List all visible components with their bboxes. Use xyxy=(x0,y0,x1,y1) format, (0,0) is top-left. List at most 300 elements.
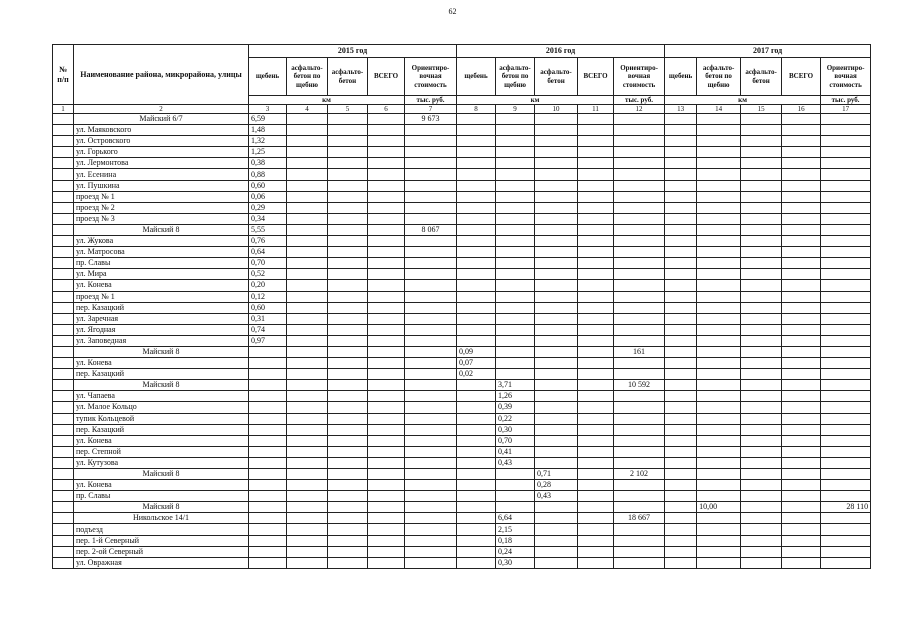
length-cell xyxy=(782,535,821,546)
cost-cell xyxy=(405,524,457,535)
length-cell xyxy=(535,402,578,413)
unit-rub: тыс. руб. xyxy=(405,96,457,105)
length-cell xyxy=(697,535,741,546)
length-cell xyxy=(249,435,287,446)
length-cell xyxy=(782,269,821,280)
cost-cell xyxy=(405,513,457,524)
length-cell xyxy=(741,125,782,136)
length-cell xyxy=(287,369,328,380)
length-cell xyxy=(782,502,821,513)
length-cell xyxy=(782,114,821,125)
length-cell xyxy=(665,180,697,191)
length-cell xyxy=(578,169,614,180)
table-row xyxy=(53,435,871,446)
length-cell xyxy=(535,424,578,435)
length-cell xyxy=(782,202,821,213)
length-cell xyxy=(578,469,614,480)
cost-cell xyxy=(614,313,665,324)
street-name: ул. Конева xyxy=(74,480,249,491)
cost-cell xyxy=(614,180,665,191)
length-cell xyxy=(741,224,782,235)
length-cell xyxy=(328,424,368,435)
group-name: Никольское 14/1 xyxy=(74,513,249,524)
row-number-cell xyxy=(53,247,74,258)
length-cell xyxy=(665,469,697,480)
cost-cell xyxy=(405,346,457,357)
length-cell xyxy=(287,180,328,191)
street-name: ул. Заповедная xyxy=(74,335,249,346)
length-cell xyxy=(697,524,741,535)
length-cell: 0,28 xyxy=(535,480,578,491)
table-row xyxy=(53,557,871,568)
length-cell xyxy=(368,202,405,213)
row-number-cell xyxy=(53,557,74,568)
row-number-cell xyxy=(53,158,74,169)
street-name: проезд № 1 xyxy=(74,291,249,302)
year-header-row xyxy=(53,45,871,58)
length-cell xyxy=(697,402,741,413)
length-cell xyxy=(782,369,821,380)
length-cell xyxy=(697,557,741,568)
sub-header: асфальто-бетон xyxy=(741,58,782,96)
length-cell xyxy=(697,313,741,324)
length-cell xyxy=(368,125,405,136)
length-cell xyxy=(328,457,368,468)
cost-cell xyxy=(614,491,665,502)
length-cell xyxy=(535,169,578,180)
length-cell xyxy=(287,291,328,302)
row-number-cell xyxy=(53,457,74,468)
cost-cell xyxy=(614,247,665,258)
length-cell xyxy=(741,302,782,313)
table-row xyxy=(53,147,871,158)
length-cell xyxy=(697,469,741,480)
length-cell xyxy=(665,125,697,136)
length-cell xyxy=(328,247,368,258)
length-cell xyxy=(535,302,578,313)
cost-cell xyxy=(614,302,665,313)
length-cell xyxy=(249,346,287,357)
cost-cell: 28 110 xyxy=(821,502,871,513)
cost-cell xyxy=(614,258,665,269)
cost-cell xyxy=(614,202,665,213)
row-number-cell xyxy=(53,180,74,191)
length-cell xyxy=(368,291,405,302)
length-cell xyxy=(287,169,328,180)
length-cell xyxy=(665,380,697,391)
length-cell: 0,70 xyxy=(249,258,287,269)
length-cell xyxy=(665,191,697,202)
length-cell xyxy=(782,213,821,224)
length-cell xyxy=(782,180,821,191)
cost-cell xyxy=(405,158,457,169)
length-cell xyxy=(249,491,287,502)
length-cell xyxy=(578,202,614,213)
length-cell xyxy=(697,269,741,280)
length-cell: 1,32 xyxy=(249,136,287,147)
row-number-cell xyxy=(53,469,74,480)
cost-cell xyxy=(614,424,665,435)
length-cell xyxy=(249,546,287,557)
length-cell xyxy=(665,369,697,380)
table-row xyxy=(53,191,871,202)
length-cell xyxy=(782,402,821,413)
sub-header: щебень xyxy=(249,58,287,96)
column-number: 8 xyxy=(457,105,496,114)
cost-cell xyxy=(821,125,871,136)
length-cell xyxy=(249,380,287,391)
length-cell xyxy=(665,269,697,280)
length-cell xyxy=(368,247,405,258)
length-cell xyxy=(496,324,535,335)
cost-cell xyxy=(405,302,457,313)
length-cell xyxy=(578,546,614,557)
col-number-header: № п/п xyxy=(53,45,74,105)
length-cell: 0,64 xyxy=(249,247,287,258)
cost-cell xyxy=(614,480,665,491)
street-name: ул. Маяковского xyxy=(74,125,249,136)
length-cell xyxy=(368,491,405,502)
unit-km: км xyxy=(457,96,614,105)
cost-cell xyxy=(821,380,871,391)
sub-header: Ориентиро-вочная стоимость xyxy=(405,58,457,96)
length-cell xyxy=(457,469,496,480)
row-number-cell xyxy=(53,346,74,357)
length-cell xyxy=(697,224,741,235)
length-cell xyxy=(496,469,535,480)
row-number-cell xyxy=(53,169,74,180)
table-row xyxy=(53,180,871,191)
length-cell: 10,00 xyxy=(697,502,741,513)
street-name: ул. Матросова xyxy=(74,247,249,258)
length-cell xyxy=(287,224,328,235)
cost-cell xyxy=(405,269,457,280)
length-cell xyxy=(741,391,782,402)
cost-cell xyxy=(821,446,871,457)
cost-cell xyxy=(405,213,457,224)
length-cell xyxy=(457,491,496,502)
length-cell xyxy=(496,202,535,213)
cost-cell xyxy=(405,247,457,258)
length-cell xyxy=(782,291,821,302)
table-row xyxy=(53,446,871,457)
length-cell xyxy=(368,180,405,191)
length-cell xyxy=(457,213,496,224)
cost-cell xyxy=(821,313,871,324)
column-number: 6 xyxy=(368,105,405,114)
length-cell xyxy=(697,457,741,468)
length-cell xyxy=(496,502,535,513)
cost-cell xyxy=(821,280,871,291)
street-name: проезд № 2 xyxy=(74,202,249,213)
cost-cell xyxy=(821,480,871,491)
length-cell xyxy=(496,158,535,169)
length-cell xyxy=(457,291,496,302)
cost-cell xyxy=(821,391,871,402)
length-cell xyxy=(697,369,741,380)
length-cell xyxy=(741,202,782,213)
row-number-cell xyxy=(53,513,74,524)
cost-cell xyxy=(614,557,665,568)
length-cell xyxy=(665,224,697,235)
length-cell xyxy=(741,457,782,468)
length-cell xyxy=(741,191,782,202)
street-name: ул. Островского xyxy=(74,136,249,147)
column-number: 7 xyxy=(405,105,457,114)
table-row xyxy=(53,424,871,435)
column-number: 16 xyxy=(782,105,821,114)
cost-cell xyxy=(821,202,871,213)
length-cell xyxy=(697,358,741,369)
cost-cell xyxy=(614,546,665,557)
cost-cell xyxy=(614,280,665,291)
table-row xyxy=(53,247,871,258)
length-cell xyxy=(665,546,697,557)
cost-cell: 161 xyxy=(614,346,665,357)
length-cell xyxy=(328,469,368,480)
length-cell xyxy=(741,346,782,357)
length-cell xyxy=(535,413,578,424)
length-cell xyxy=(368,469,405,480)
cost-cell xyxy=(405,535,457,546)
street-name: ул. Есенина xyxy=(74,169,249,180)
length-cell xyxy=(535,236,578,247)
row-number-cell xyxy=(53,136,74,147)
length-cell xyxy=(287,546,328,557)
street-name: пер. Казацкий xyxy=(74,302,249,313)
year-header: 2015 год xyxy=(249,45,457,58)
unit-km: км xyxy=(249,96,405,105)
row-number-cell xyxy=(53,324,74,335)
column-number: 13 xyxy=(665,105,697,114)
length-cell: 0,71 xyxy=(535,469,578,480)
group-row xyxy=(53,380,871,391)
length-cell xyxy=(287,114,328,125)
length-cell xyxy=(697,180,741,191)
length-cell: 0,30 xyxy=(496,424,535,435)
length-cell xyxy=(697,513,741,524)
length-cell xyxy=(782,557,821,568)
cost-cell xyxy=(614,213,665,224)
length-cell xyxy=(578,480,614,491)
cost-cell xyxy=(821,413,871,424)
length-cell xyxy=(287,524,328,535)
length-cell: 3,71 xyxy=(496,380,535,391)
length-cell xyxy=(287,380,328,391)
row-number-cell xyxy=(53,313,74,324)
street-name: ул. Мира xyxy=(74,269,249,280)
year-header: 2017 год xyxy=(665,45,871,58)
cost-cell xyxy=(405,169,457,180)
cost-cell xyxy=(614,147,665,158)
length-cell xyxy=(782,335,821,346)
length-cell xyxy=(368,446,405,457)
length-cell xyxy=(496,335,535,346)
length-cell xyxy=(535,502,578,513)
sub-header: Ориентиро-вочная стоимость xyxy=(614,58,665,96)
length-cell xyxy=(782,480,821,491)
length-cell xyxy=(697,413,741,424)
length-cell: 0,39 xyxy=(496,402,535,413)
table-row xyxy=(53,213,871,224)
length-cell xyxy=(328,346,368,357)
sub-header: щебень xyxy=(665,58,697,96)
unit-km: км xyxy=(665,96,821,105)
cost-cell xyxy=(821,435,871,446)
group-name: Майский 6/7 xyxy=(74,114,249,125)
length-cell xyxy=(496,136,535,147)
column-number: 15 xyxy=(741,105,782,114)
length-cell xyxy=(697,280,741,291)
cost-cell xyxy=(821,291,871,302)
cost-cell xyxy=(405,202,457,213)
group-name: Майский 8 xyxy=(74,380,249,391)
length-cell xyxy=(665,247,697,258)
cost-cell xyxy=(405,280,457,291)
cost-cell xyxy=(405,136,457,147)
table-row xyxy=(53,335,871,346)
group-row xyxy=(53,513,871,524)
cost-cell xyxy=(405,313,457,324)
length-cell: 1,26 xyxy=(496,391,535,402)
length-cell xyxy=(535,213,578,224)
street-name: ул. Лермонтова xyxy=(74,158,249,169)
cost-cell xyxy=(405,258,457,269)
length-cell xyxy=(287,191,328,202)
length-cell xyxy=(457,457,496,468)
group-name: Майский 8 xyxy=(74,346,249,357)
row-number-cell xyxy=(53,335,74,346)
length-cell xyxy=(741,369,782,380)
row-number-cell xyxy=(53,114,74,125)
length-cell xyxy=(578,224,614,235)
length-cell xyxy=(665,391,697,402)
length-cell xyxy=(697,480,741,491)
column-number: 2 xyxy=(74,105,249,114)
length-cell xyxy=(578,502,614,513)
row-number-cell xyxy=(53,491,74,502)
length-cell xyxy=(578,391,614,402)
cost-cell xyxy=(405,335,457,346)
length-cell xyxy=(741,413,782,424)
cost-cell xyxy=(821,213,871,224)
length-cell: 0,60 xyxy=(249,180,287,191)
group-row xyxy=(53,346,871,357)
table-row xyxy=(53,413,871,424)
cost-cell xyxy=(821,535,871,546)
length-cell xyxy=(578,269,614,280)
length-cell xyxy=(496,169,535,180)
cost-cell xyxy=(821,513,871,524)
length-cell xyxy=(782,247,821,258)
row-number-cell xyxy=(53,236,74,247)
street-name: ул. Конева xyxy=(74,358,249,369)
length-cell xyxy=(697,491,741,502)
table-row xyxy=(53,291,871,302)
length-cell xyxy=(578,191,614,202)
cost-cell xyxy=(821,457,871,468)
length-cell xyxy=(665,158,697,169)
length-cell xyxy=(496,125,535,136)
column-number: 1 xyxy=(53,105,74,114)
group-name: Майский 8 xyxy=(74,502,249,513)
length-cell xyxy=(697,125,741,136)
length-cell xyxy=(665,313,697,324)
table-row xyxy=(53,125,871,136)
length-cell xyxy=(368,535,405,546)
length-cell xyxy=(578,180,614,191)
length-cell xyxy=(328,502,368,513)
length-cell xyxy=(665,513,697,524)
length-cell xyxy=(457,535,496,546)
length-cell xyxy=(457,169,496,180)
length-cell xyxy=(665,169,697,180)
length-cell xyxy=(496,369,535,380)
length-cell xyxy=(782,125,821,136)
cost-cell: 8 067 xyxy=(405,224,457,235)
length-cell xyxy=(697,191,741,202)
length-cell xyxy=(457,147,496,158)
group-row xyxy=(53,224,871,235)
length-cell xyxy=(249,513,287,524)
length-cell xyxy=(457,413,496,424)
length-cell xyxy=(457,224,496,235)
length-cell xyxy=(535,391,578,402)
table-row xyxy=(53,391,871,402)
length-cell xyxy=(328,224,368,235)
length-cell xyxy=(496,213,535,224)
cost-cell xyxy=(614,457,665,468)
sub-header: ВСЕГО xyxy=(578,58,614,96)
length-cell: 0,24 xyxy=(496,546,535,557)
length-cell xyxy=(496,358,535,369)
page-number: 62 xyxy=(448,7,457,16)
length-cell xyxy=(535,346,578,357)
cost-cell xyxy=(405,358,457,369)
length-cell: 0,30 xyxy=(496,557,535,568)
length-cell xyxy=(287,302,328,313)
length-cell xyxy=(328,413,368,424)
table-row xyxy=(53,524,871,535)
cost-cell xyxy=(821,147,871,158)
length-cell xyxy=(496,313,535,324)
cost-cell xyxy=(821,324,871,335)
length-cell xyxy=(782,280,821,291)
year-header: 2016 год xyxy=(457,45,665,58)
table-row xyxy=(53,535,871,546)
length-cell xyxy=(697,258,741,269)
length-cell xyxy=(535,358,578,369)
group-row xyxy=(53,502,871,513)
length-cell xyxy=(496,280,535,291)
length-cell xyxy=(496,491,535,502)
length-cell xyxy=(741,291,782,302)
length-cell xyxy=(782,457,821,468)
length-cell xyxy=(287,280,328,291)
cost-cell xyxy=(405,236,457,247)
length-cell xyxy=(741,546,782,557)
length-cell xyxy=(578,380,614,391)
length-cell xyxy=(496,236,535,247)
length-cell xyxy=(287,213,328,224)
row-number-cell xyxy=(53,291,74,302)
length-cell xyxy=(368,480,405,491)
length-cell xyxy=(535,280,578,291)
length-cell: 0,43 xyxy=(496,457,535,468)
length-cell xyxy=(782,391,821,402)
length-cell xyxy=(457,502,496,513)
column-number: 14 xyxy=(697,105,741,114)
